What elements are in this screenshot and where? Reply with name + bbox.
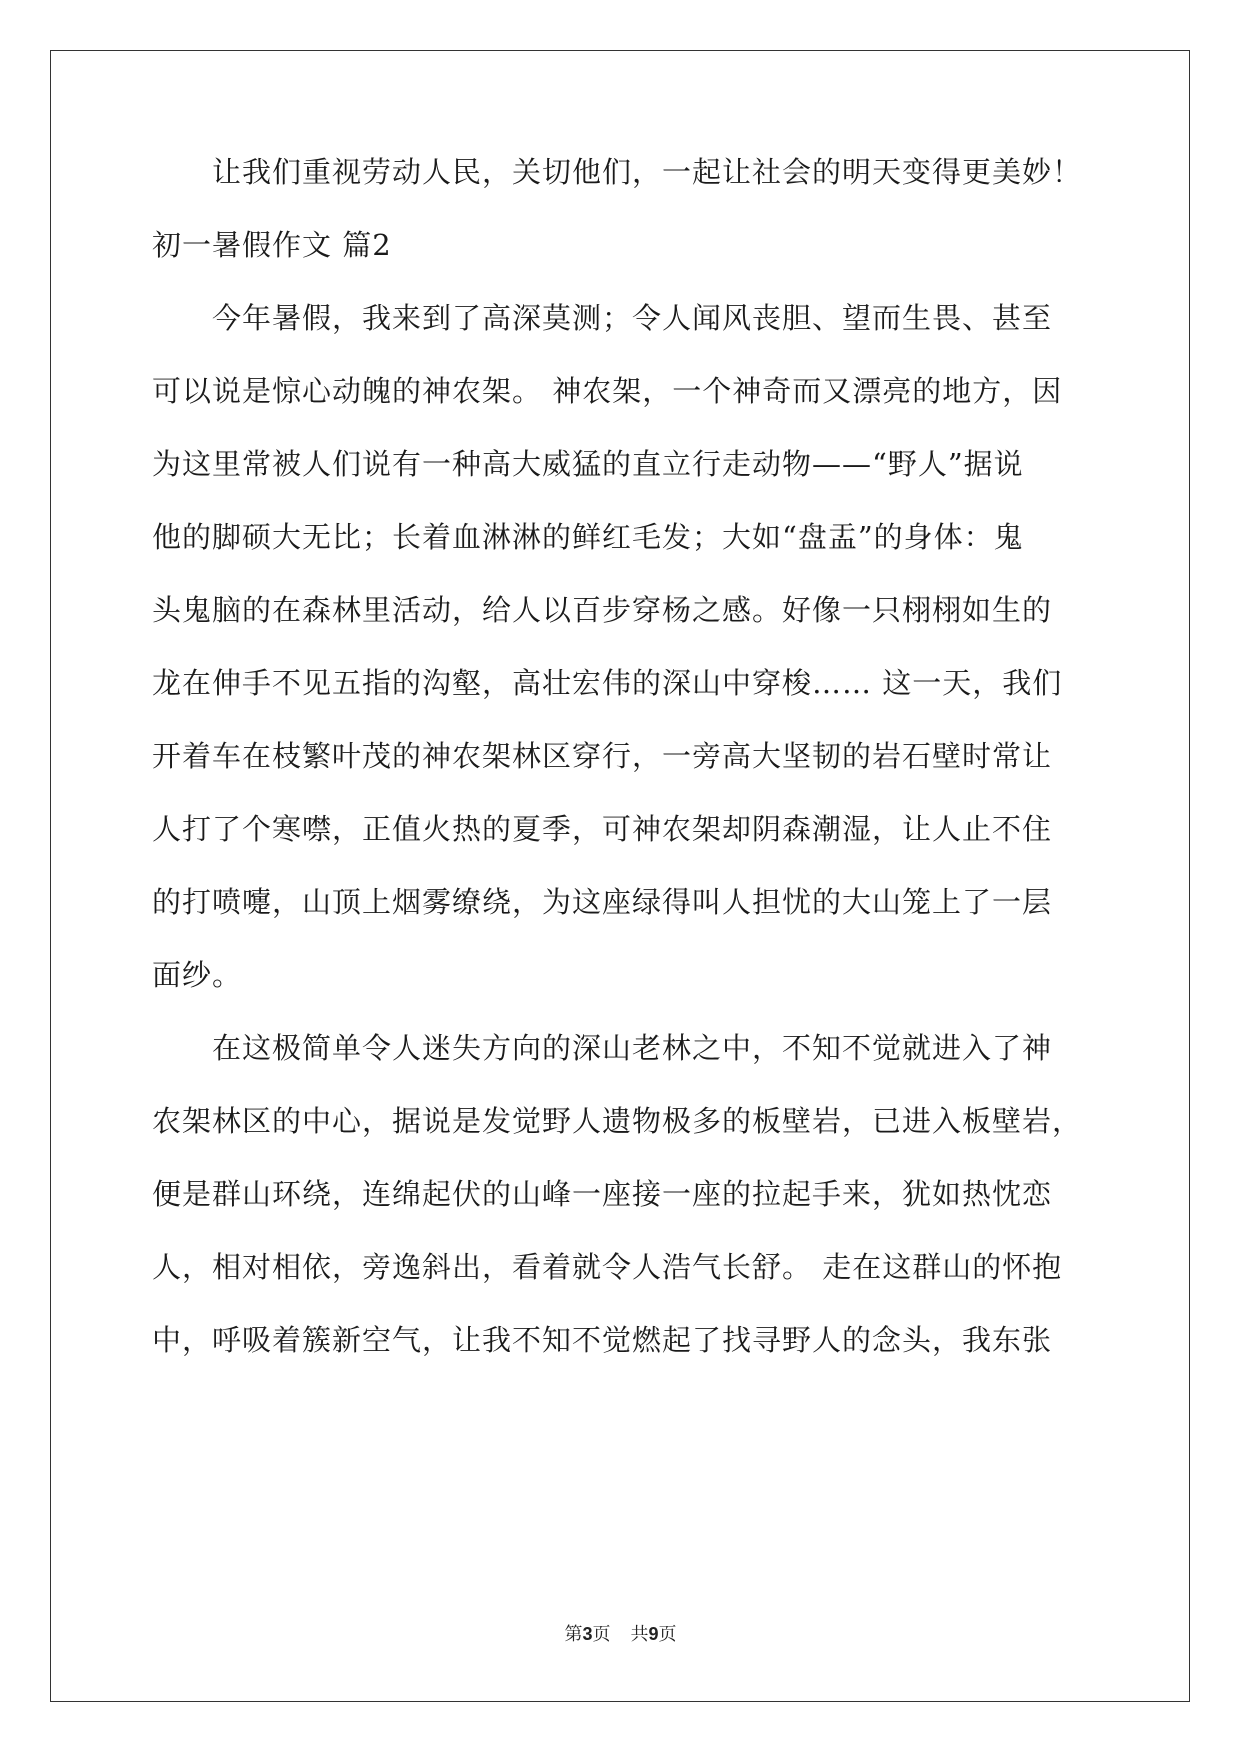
paragraph-line: 的打喷嚏，山顶上烟雾缭绕，为这座绿得叫人担忧的大山笼上了一层 [152,885,1053,919]
page-footer [0,1622,1241,1647]
section-heading: 初一暑假作文 篇2 [152,228,392,262]
page-total: 9 [648,1624,659,1644]
paragraph-line: 在这极简单令人迷失方向的深山老林之中，不知不觉就进入了神 [212,1031,1053,1065]
paragraph-line: 中，呼吸着簇新空气，让我不知不觉燃起了找寻野人的念头，我东张 [152,1323,1053,1357]
paragraph-line: 开着车在枝繁叶茂的神农架林区穿行，一旁高大坚韧的岩石壁时常让 [152,739,1053,773]
paragraph-line: 他的脚硕大无比；长着血淋淋的鲜红毛发；大如“盘盂”的身体：鬼 [152,520,1024,554]
paragraph-line: 便是群山环绕，连绵起伏的山峰一座接一座的拉起手来，犹如热忱恋 [152,1177,1053,1211]
paragraph-line: 可以说是惊心动魄的神农架。 神农架，一个神奇而又漂亮的地方，因 [152,374,1063,408]
total-prefix: 共 [630,1624,649,1645]
paragraph-line: 农架林区的中心，据说是发觉野人遗物极多的板壁岩，已进入板壁岩， [152,1104,1083,1138]
page-current: 3 [582,1624,593,1644]
paragraph-line: 让我们重视劳动人民，关切他们，一起让社会的明天变得更美妙！ [212,155,1083,189]
page-unit: 页 [592,1624,611,1645]
paragraph-line: 为这里常被人们说有一种高大威猛的直立行走动物——“野人”据说 [152,447,1024,481]
page-prefix: 第 [564,1624,583,1645]
paragraph-line: 人打了个寒噤，正值火热的夏季，可神农架却阴森潮湿，让人止不住 [152,812,1053,846]
paragraph-line: 面纱。 [152,958,243,992]
paragraph-line: 人，相对相依，旁逸斜出，看着就令人浩气长舒。 走在这群山的怀抱 [152,1250,1063,1284]
paragraph-line: 龙在伸手不见五指的沟壑，高壮宏伟的深山中穿梭…… 这一天，我们 [152,666,1063,700]
total-unit: 页 [658,1624,677,1645]
paragraph-line: 今年暑假，我来到了高深莫测；令人闻风丧胆、望而生畏、甚至 [212,301,1053,335]
paragraph-line: 头鬼脑的在森林里活动，给人以百步穿杨之感。好像一只栩栩如生的 [152,593,1053,627]
